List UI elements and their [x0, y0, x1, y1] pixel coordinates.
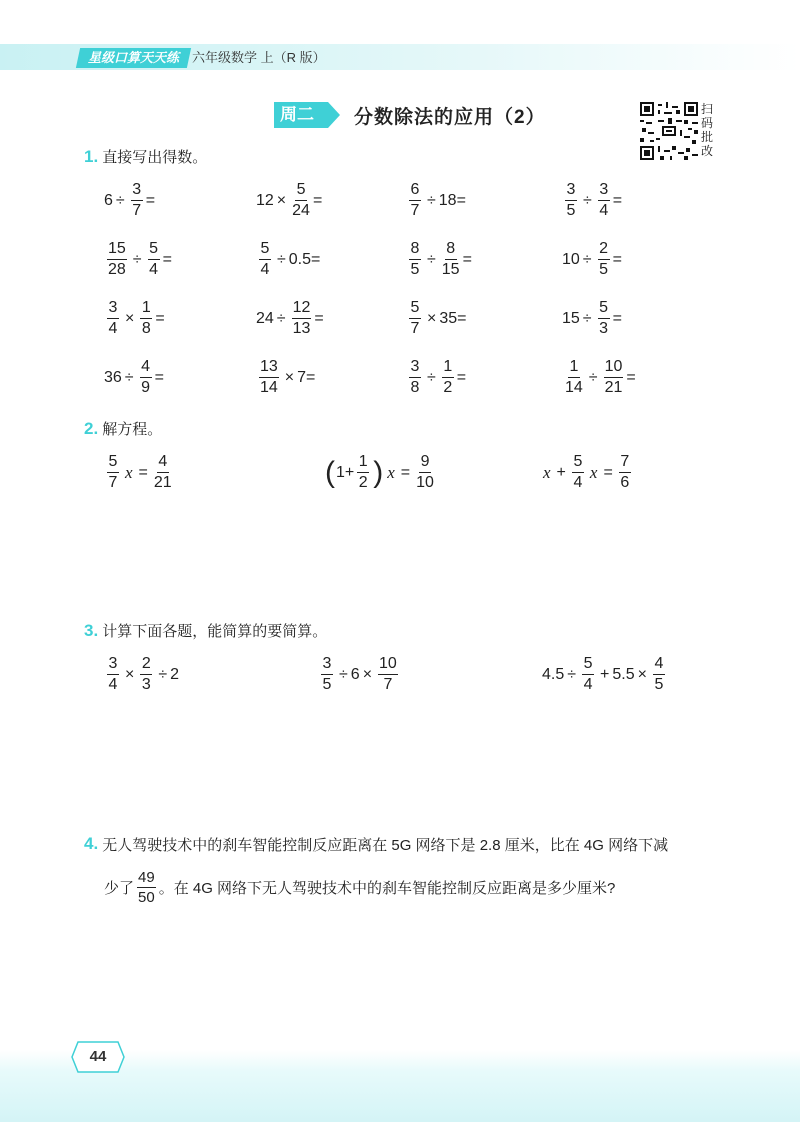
- word-problem-line-2: 。在 4G 网络下无人驾驶技术中的刹车智能控制反应距离是多少厘米?: [158, 880, 616, 897]
- q1-item: $\frac{5}{4}$ ÷ 0.5 =: [260, 240, 321, 278]
- q1-item: $\frac{6}{7}$ ÷ 18 =: [410, 181, 466, 219]
- question-1-heading: 1. 直接写出得数。: [84, 146, 208, 166]
- series-brand-text: 星级口算天天练: [88, 50, 180, 65]
- q1-item: $\frac{3}{4}$ × $\frac{1}{8}$ =: [108, 299, 165, 337]
- q1-item: $\frac{5}{7}$ × 35 =: [410, 299, 467, 337]
- calc-2: $\frac{3}{5}$ ÷ 6 × $\frac{10}{7}$: [322, 655, 397, 693]
- q1-item: $\frac{3}{5}$ ÷ $\frac{3}{4}$ =: [566, 181, 623, 219]
- q1-item: $\frac{13}{14}$ × 7 =: [260, 358, 316, 396]
- word-problem-line-1: 无人驾驶技术中的刹车智能控制反应距离在 5G 网络下是 2.8 厘米，比在 4G 网络下减: [102, 836, 669, 854]
- question-2-heading: 2. 解方程。: [84, 418, 163, 438]
- qr-label: 扫 码 批 改: [701, 102, 714, 158]
- q1-item: 24 ÷ $\frac{12}{13}$ =: [256, 299, 324, 337]
- q1-item: 15 ÷ $\frac{5}{3}$ =: [562, 299, 622, 337]
- q1-item: 6 ÷ $\frac{3}{7}$ =: [104, 181, 156, 219]
- week-tag: 周二: [274, 102, 328, 128]
- q1-item: 12 × $\frac{5}{24}$ =: [256, 181, 323, 219]
- equation-3: x + $\frac{5}{4}$ x = $\frac{7}{6}$: [543, 453, 630, 491]
- q1-item: 10 ÷ $\frac{2}{5}$ =: [562, 240, 622, 278]
- lesson-heading: [274, 100, 546, 130]
- lesson-title: 分数除法的应用（2）: [354, 106, 546, 128]
- equation-2: ( 1+ $\frac{1}{2}$ ) x = $\frac{9}{10}$: [325, 453, 434, 491]
- series-brand: [76, 48, 191, 68]
- calc-1: $\frac{3}{4}$ × $\frac{2}{3}$ ÷ 2: [108, 655, 180, 693]
- qr-code-icon[interactable]: [640, 102, 698, 160]
- word-problem: 4. 无人驾驶技术中的刹车智能控制反应距离在 5G 网络下是 2.8 厘米，比在 4G 网络下减 少了 $\frac{49}{50}$ 。在 4G 网络下无人驾驶技术中的刹车智能控制反应距离是多少厘米?: [84, 834, 669, 906]
- book-title: 六年级数学 上（R 版）: [192, 50, 326, 65]
- q1-item: $\frac{1}{14}$ ÷ $\frac{10}{21}$ =: [565, 358, 636, 396]
- equation-1: $\frac{5}{7}$ x = $\frac{4}{21}$: [108, 453, 172, 491]
- calc-3: 4.5 ÷ $\frac{5}{4}$ + 5.5 × $\frac{4}{5}$: [542, 655, 664, 693]
- question-3-heading: 3. 计算下面各题，能简算的要简算。: [84, 620, 328, 640]
- q1-item: $\frac{15}{28}$ ÷ $\frac{5}{4}$ =: [108, 240, 172, 278]
- page-number: 44: [89, 1048, 107, 1065]
- q1-item: $\frac{8}{5}$ ÷ $\frac{8}{15}$ =: [410, 240, 472, 278]
- q1-item: $\frac{3}{8}$ ÷ $\frac{1}{2}$ =: [410, 358, 467, 396]
- q1-item: 36 ÷ $\frac{4}{9}$ =: [104, 358, 164, 396]
